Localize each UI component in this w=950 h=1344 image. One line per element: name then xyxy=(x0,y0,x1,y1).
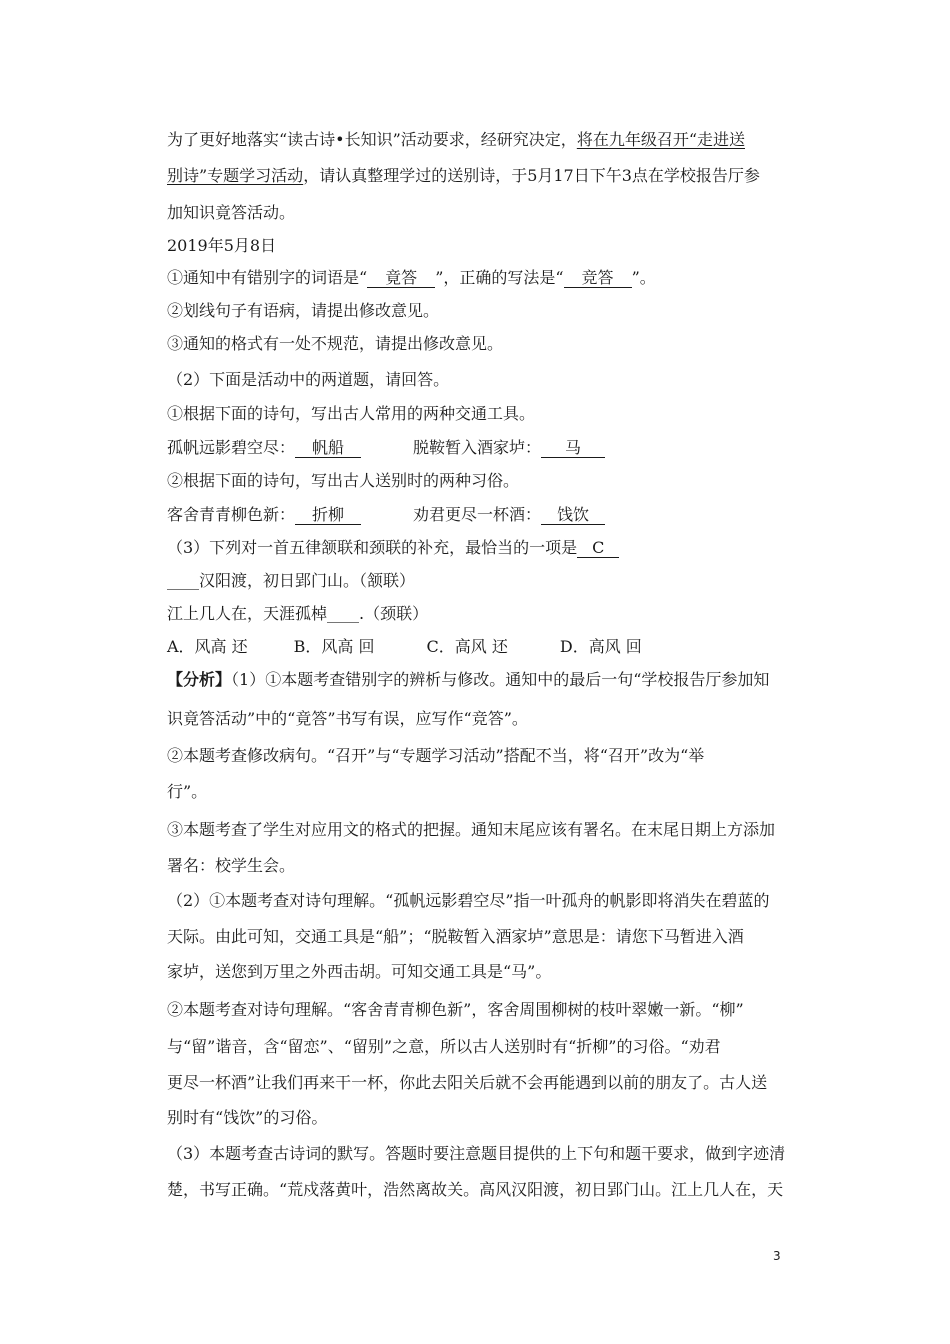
poem-line-2: 江上几人在，天涯孤棹____.（颈联） xyxy=(167,604,429,623)
analysis-line: 别时有“饯饮”的习俗。 xyxy=(167,1108,328,1127)
answer-options xyxy=(167,637,642,657)
notice-line-2 xyxy=(167,166,760,186)
analysis-line: （2）①本题考查对诗句理解。“孤帆远影碧空尽”指一叶孤舟的帆影即将消失在碧蓝的 xyxy=(167,891,770,910)
option-b: B．风高 回 xyxy=(293,637,375,656)
answer-blank: 马 xyxy=(541,439,605,458)
poem-line-1: ____汉阳渡，初日郢门山。（颔联） xyxy=(167,571,416,590)
notice-text: 为了更好地落实“读古诗•长知识”活动要求，经研究决定， xyxy=(167,130,577,149)
underlined-sentence: 将在九年级召开“走进送 xyxy=(576,130,745,149)
notice-date: 2019年5月8日 xyxy=(167,236,277,255)
question-1-2: ②划线句子有语病，请提出修改意见。 xyxy=(167,301,440,320)
answer-blank: 帆船 xyxy=(295,439,361,458)
analysis-line: 【分析】（1）①本题考查错别字的辨析与修改。通知中的最后一句“学校报告厅参加知 xyxy=(167,670,770,689)
page-number: 3 xyxy=(773,1249,781,1263)
notice-text: ，请认真整理学过的送别诗，于5月17日下午3点在学校报告厅参 xyxy=(303,166,760,185)
analysis-line: 与“留”谐音，含“留恋”、“留别”之意，所以古人送别时有“折柳”的习俗。“劝君 xyxy=(167,1037,721,1056)
answer-blank: 饯饮 xyxy=(541,506,605,525)
answer-blank-correct-word: 竞答 xyxy=(564,269,632,288)
analysis-label: 【分析】 xyxy=(167,670,232,689)
poem-row-2: 客舍青青柳色新： 折柳 劝君更尽一杯酒： 饯饮 xyxy=(167,505,605,525)
part-2-heading: （2）下面是活动中的两道题，请回答。 xyxy=(167,370,450,389)
analysis-line: 天际。由此可知，交通工具是“船”；“脱鞍暂入酒家垆”意思是：请您下马暂进入酒 xyxy=(167,927,744,946)
analysis-line: 楚，书写正确。“荒戍落黄叶，浩然离故关。高风汉阳渡，初日郢门山。江上几人在，天 xyxy=(167,1180,784,1199)
poem-row-1: 孤帆远影碧空尽： 帆船 脱鞍暂入酒家垆： 马 xyxy=(167,438,605,458)
analysis-line: ③本题考查了学生对应用文的格式的把握。通知末尾应该有署名。在末尾日期上方添加 xyxy=(167,820,776,839)
question-1-3: ③通知的格式有一处不规范，请提出修改意见。 xyxy=(167,334,504,353)
analysis-line: 署名：校学生会。 xyxy=(167,856,296,875)
underlined-sentence: 别诗”专题学习活动 xyxy=(167,166,304,185)
analysis-line: ②本题考查对诗句理解。“客舍青青柳色新”，客舍周围柳树的枝叶翠嫩一新。“柳” xyxy=(167,1000,744,1019)
answer-blank: C xyxy=(577,539,619,558)
analysis-line: 家垆，送您到万里之外西击胡。可知交通工具是“马”。 xyxy=(167,962,552,981)
option-d: D．高风 回 xyxy=(559,637,642,656)
notice-line-1 xyxy=(167,130,745,150)
option-a: A．风高 还 xyxy=(167,637,248,656)
notice-line-3: 加知识竟答活动。 xyxy=(167,203,296,222)
analysis-line: （3）本题考查古诗词的默写。答题时要注意题目提供的上下句和题干要求，做到字迹清 xyxy=(167,1144,786,1163)
answer-blank: 折柳 xyxy=(295,506,361,525)
analysis-line: 更尽一杯酒”让我们再来干一杯，你此去阳关后就不会再能遇到以前的朋友了。古人送 xyxy=(167,1073,768,1092)
part-3-heading: （3）下列对一首五律颔联和颈联的补充，最恰当的一项是 C xyxy=(167,538,619,558)
question-1-1: ①通知中有错别字的词语是“ 竟答 ”，正确的写法是“ 竞答 ”。 xyxy=(167,268,656,287)
analysis-line: 行”。 xyxy=(167,782,208,801)
answer-blank-wrong-word: 竟答 xyxy=(367,269,435,288)
option-c: C．高风 还 xyxy=(426,637,508,656)
question-2-2: ②根据下面的诗句，写出古人送别时的两种习俗。 xyxy=(167,471,520,490)
question-2-1: ①根据下面的诗句，写出古人常用的两种交通工具。 xyxy=(167,404,536,423)
analysis-line: 识竟答活动”中的“竟答”书写有误，应写作“竞答”。 xyxy=(167,709,528,728)
analysis-line: ②本题考查修改病句。“召开”与“专题学习活动”搭配不当，将“召开”改为“举 xyxy=(167,746,705,765)
